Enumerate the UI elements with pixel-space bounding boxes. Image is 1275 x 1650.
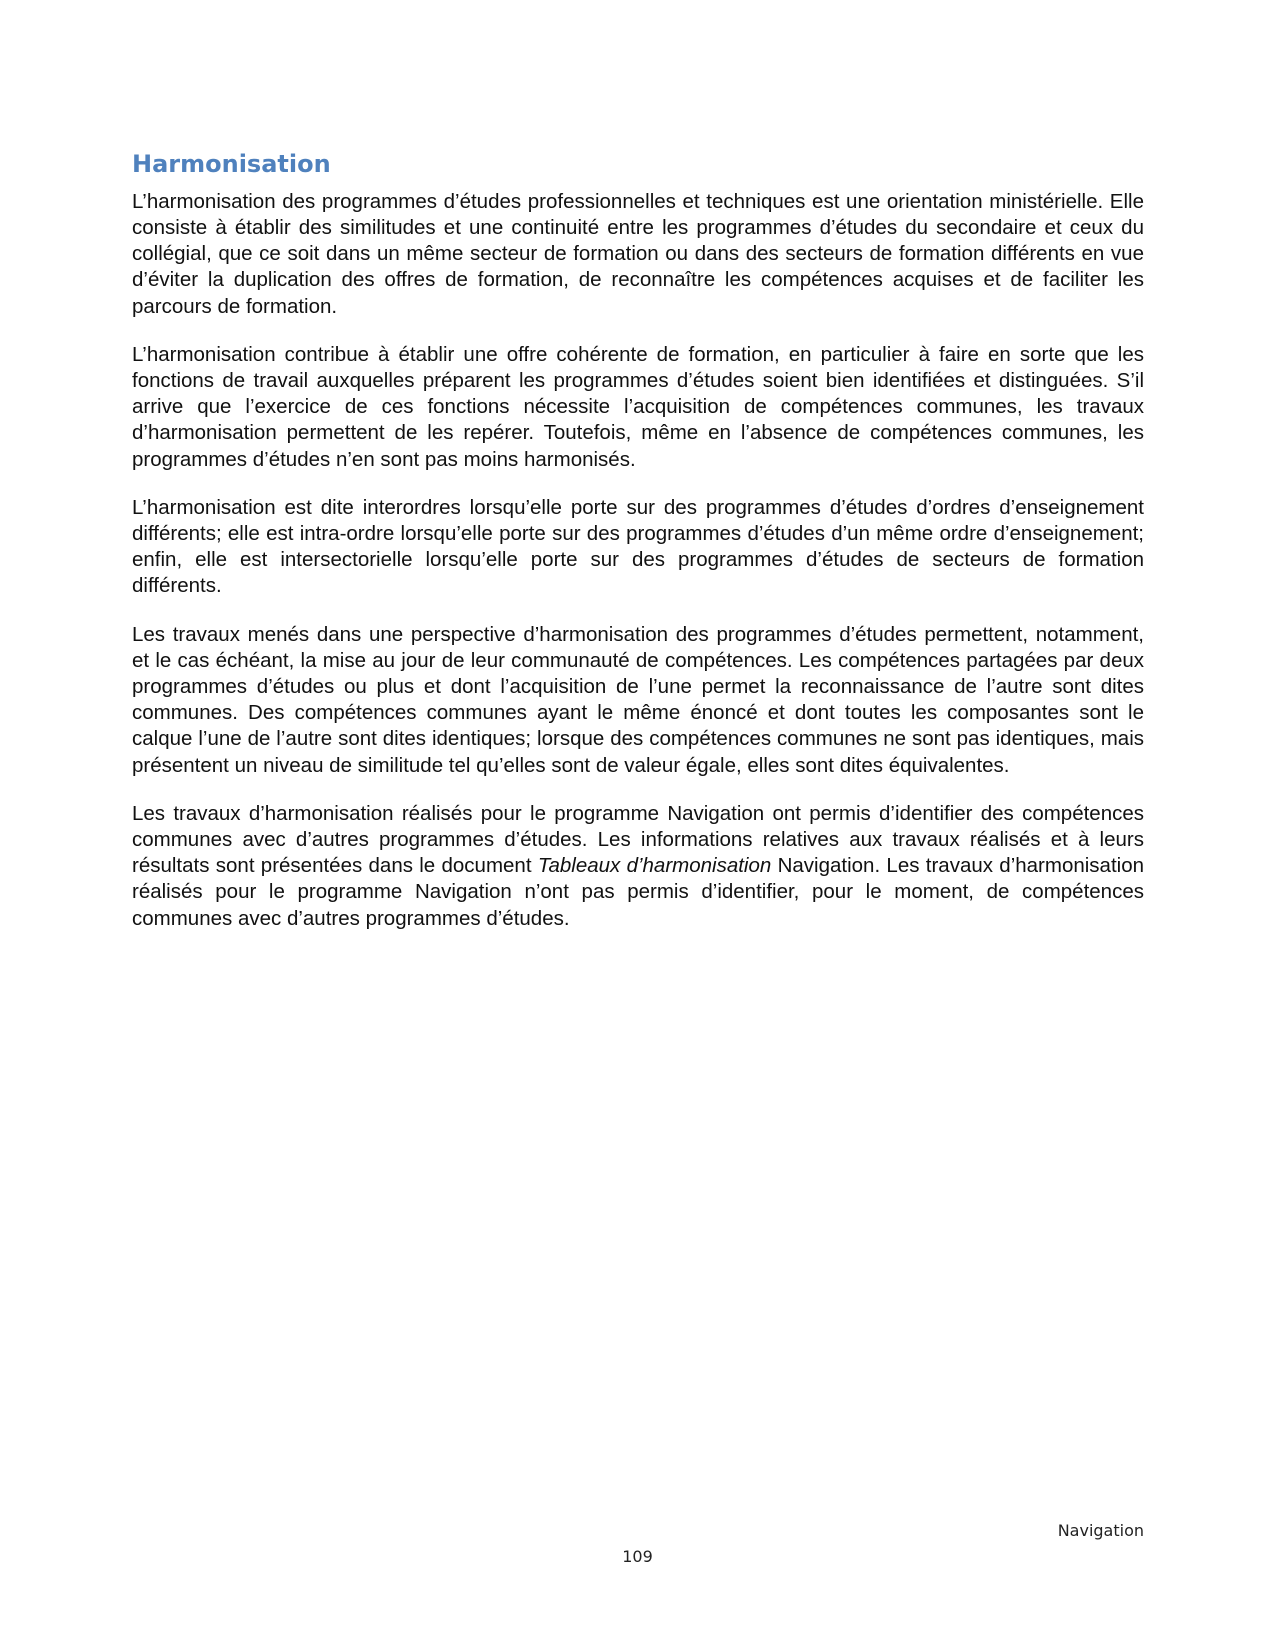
paragraph-3: L’harmonisation est dite interordres lorsqu’elle porte sur des programmes d’études d’ordres d’enseignement différents; elle est intra-ordre lorsqu’elle porte sur des programmes d’études d’un même ordre d’enseignement; enfin, elle est intersectorielle lorsqu’elle porte sur des programmes d’études de secteurs de formation différents. xyxy=(132,495,1144,598)
page-number: 109 xyxy=(622,1547,653,1566)
paragraph-5-text-after: Navigation. Les travaux d’harmonisation réalisés pour le programme Navigation n’ont pas permis d’identifier, pour le moment, de compétences communes avec d’autres programmes d’études. xyxy=(132,854,1145,930)
footer-program-title: Navigation xyxy=(1057,1521,1144,1540)
paragraph-5-text-before: Les travaux d’harmonisation réalisés pour le programme Navigation ont permis d’identifier des compétences communes avec d’autres programmes d’études. Les informations relatives aux travaux réalisés et à leurs résultats sont présentées dans le document xyxy=(132,801,1144,878)
paragraph-2: L’harmonisation contribue à établir une offre cohérente de formation, en particulier à faire en sorte que les fonctions de travail auxquelles préparent les programmes d’études soient bien identifiées et distinguées. S’il arrive que l’exercice de ces fonctions nécessite l’acquisition de compétences communes, les travaux d’harmonisation permettent de les repérer. Toutefois, même en l’absence de compétences communes, les programmes d’études n’en sont pas moins harmonisés. xyxy=(132,342,1144,471)
section-heading: Harmonisation xyxy=(132,150,331,178)
document-title-italic: Tableaux d’harmonisation xyxy=(537,854,772,878)
paragraph-5 xyxy=(132,801,1144,932)
paragraph-1: L’harmonisation des programmes d’études professionnelles et techniques est une orientation ministérielle. Elle consiste à établir des similitudes et une continuité entre les programmes d’études du secondaire et ceux du collégial, que ce soit dans un même secteur de formation ou dans des secteurs de formation différents en vue d’éviter la duplication des offres de formation, de reconnaître les compétences acquises et de faciliter les parcours de formation. xyxy=(132,189,1144,318)
document-body xyxy=(132,150,1144,954)
paragraph-4: Les travaux menés dans une perspective d’harmonisation des programmes d’études permettent, notamment, et le cas échéant, la mise au jour de leur communauté de compétences. Les compétences partagées par deux programmes d’études ou plus et dont l’acquisition de l’une permet la reconnaissance de l’autre sont dites communes. Des compétences communes ayant le même énoncé et dont toutes les composantes sont le calque l’une de l’autre sont dites identiques; lorsque des compétences communes ne sont pas identiques, mais présentent un niveau de similitude tel qu’elles sont de valeur égale, elles sont dites équivalentes. xyxy=(132,622,1144,777)
